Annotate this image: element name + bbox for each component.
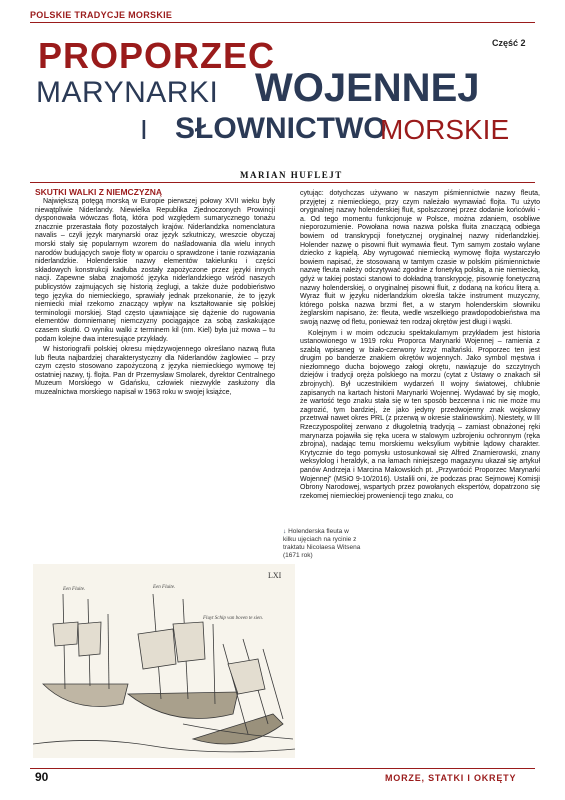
part-label: Część 2 <box>492 38 526 48</box>
page-number: 90 <box>35 770 49 784</box>
paragraph: cytując: dotychczas używano w naszym piśmiennictwie nazwy fleuta, przyjętej z niemieckiego, przy czym należało wymawiać flojta. Tu użyto oryginalnej nazwy holenderskiej fluit, spolszczonej przez dodanie końcówki -a. Od tego momentu funkcjonuje w Polsce, można zdaniem, osobliwe nieporozumienie. Powołana nowa nazwa polska fluita znaczącą odbiega bowiem od transkrypcji fonetycznej oryginalnej nazwy niderlandzkiej. Holender nazwę o pisowni fluit wymawia fleut. Tym samym zostało wylane dziecko z kąpielą. Aby wyrugować niemiecką wymowę flojta wystarczyło bowiem napisać, że stosowaną w tamtym czasie w polskim piśmiennictwie nazwę fleuta należy odczytywać zgodnie z fonetyką polską, a nie niemiecką, gdyż w takiej postaci stanowi to dokładną transkrypcję, pisownię fonetyczną nazwy holenderskiej, o oryginalnej pisowni fluit, z dodaną na końcu literą a. Wyraz fluit w języku niderlandzkim określa także instrument muzyczny, którego polska nazwa brzmi flet, a w starym holenderskim słowniku żeglarskim napisano, że: fleuta, wedle wszelkiego prawdopodobieństwa ma swoją nazwę od fletu, ponieważ ten rodzaj okrętów jest długi i wąski. <box>300 190 540 326</box>
arrow-down-icon: ↓ <box>283 528 289 535</box>
magazine-name: MORZE, STATKI I OKRĘTY <box>385 773 517 783</box>
paragraph: Kolejnym i w moim odczuciu spektakularnym przykładem jest historia ustanowionego w 1919 roku Proporca Marynarki Wojennej – ramienia z szablą wpisaneg w biało-czerwony krzyż maltański. Proporzec ten jest drugim po banderze znakiem okrętów wojennych. Jako symbol męstwa i niezłomnego ducha bojowego załogi okrętu, nawiązuje do szczytnych dziejów i tradycji oręża polskiego na morzu (cytat z Ustawy o znakach sił zbrojnych). Był uczestnikiem wydarzeń II wojny światowej, chlubnie zapisanych na kartach historii Marynarki Wojennej. Wydawać by się mogło, że wartość tego znaku stała się w ten sposób bezcenna i nic nie może mu zagrozić, tym bardziej, że jako jedyny przedwojenny znak wojskowy przetrwał nawet okres PRL (z przerwą w okresie stalinowskim). Niestety, w III Rzeczypospolitej zerwano z długoletnią tradycją – zamiast obnażonej ręki marynarza pojawiła się ręka ucera w stalowym uzbrojeniu ochronnym (ręka zbrojna), nadając temu morskiemu weksylium wybitnie lądowy charakter. Krytycznie do tego pomysłu ustosunkował się Alfred Znamierowski, znany weksylolog i heraldyk, a na łamach niniejszego magazynu ukazał się artykuł panów Andrzeja i Marcina Makowskich pt. „Przywrócić Proporzec Marynarki Wojennej” (MSiO 9-10/2016). Ustalili oni, że podczas prac Sejmowej Komisji Obrony Narodowej, wspartych przez powołanych ekspertów, dopatrzono się rzekomej niemieckiej proweniencji tego znaku, co <box>300 329 540 500</box>
figure-caption <box>283 528 363 560</box>
header-rule <box>30 22 535 23</box>
title-line-2a: MARYNARKI <box>36 76 219 109</box>
title-line-3c: MORSKIE <box>380 114 510 145</box>
section-header: POLSKIE TRADYCJE MORSKIE <box>30 10 173 20</box>
paragraph: W historiografii polskiej okresu międzywojennego określano nazwą fluta lub fleuta najbardziej charakterystyczny dla Niderlandów żaglowiec – przy czym często stosowano zapożyczoną z języka niemieckiego wymowę tej ostatniej nazwy, tj. flojta. Pan dr Przemysław Smolarek, dyrektor Centralnego Muzeum Morskiego w Gdańsku, człowiek niezwykle zasłużony dla muzealnictwa morskiego napisał w 1963 roku w swojej książce, <box>35 346 275 397</box>
title-line-1: PROPORZEC <box>38 35 276 76</box>
footer-rule <box>30 768 535 769</box>
author-rule <box>30 182 535 183</box>
article-column-2 <box>300 190 540 503</box>
plate-number: LXI <box>268 571 282 580</box>
section-subhead: SKUTKI WALKI Z NIEMCZYZNĄ <box>35 187 163 197</box>
article-column-1 <box>35 198 275 400</box>
paragraph: Największą potęgą morską w Europie pierwszej połowy XVII wieku były niewątpliwie Niderlandy. Niewielka Republika Zjednoczonych Prowincji dysponowała wówczas flotą, która pod względem sumarycznego tonażu znacznie przerastała floty pozostałych krajów. Niderlandzka nomenclatura navalis – czyli język marynarski oraz język szkutniczy, wreszcie obyczaj morski stały się popularnym wzorem do naśladowania dla wielu innych narodów budujących swoje floty w oparciu o sprawdzone i tanie rozwiązania niderlandzkie. Holenderskie nazwy elementów takielunku i części składowych konstrukcji kadłuba zostały zapożyczone przez języki innych nacji. Zapewne słaba znajomość języka niderlandzkiego wśród naszych publicystów zajmujących się historią żeglugi, a także duże podobieństwo tego języka do niemieckiego, sprawiały jednak przekonanie, że to język niemiecki miał rzekomo znaczący wpływ na kształtowanie się polskiej terminologii morskiej. Stąd często ujawniające się dążenie do rugowania elementów domniemanej niemczyzny pociągające za sobą zaskakujące czasem skutki. O wyniku walki z terminem kil (nm. Kiel) była już mowa – tu podam kolejne dwa interesujące przykłady. <box>35 198 275 343</box>
author-byline: MARIAN HUFLEJT <box>240 170 343 180</box>
title-line-3a: I <box>140 114 148 145</box>
figure-label-a: Een Fluite. <box>63 587 86 592</box>
title-line-2b: WOJENNEJ <box>255 66 480 110</box>
figure-label-c: Fluyt Schip van boven te sien. <box>203 616 263 621</box>
figure-label-b: Een Fluite. <box>153 585 176 590</box>
title-line-3b: SŁOWNICTWO <box>175 112 387 145</box>
caption-text: Holenderska fleuta w kilku ujęciach na rycinie z traktatu Nicolaesa Witsena (1671 rok) <box>283 528 361 559</box>
ship-engraving <box>33 564 295 758</box>
